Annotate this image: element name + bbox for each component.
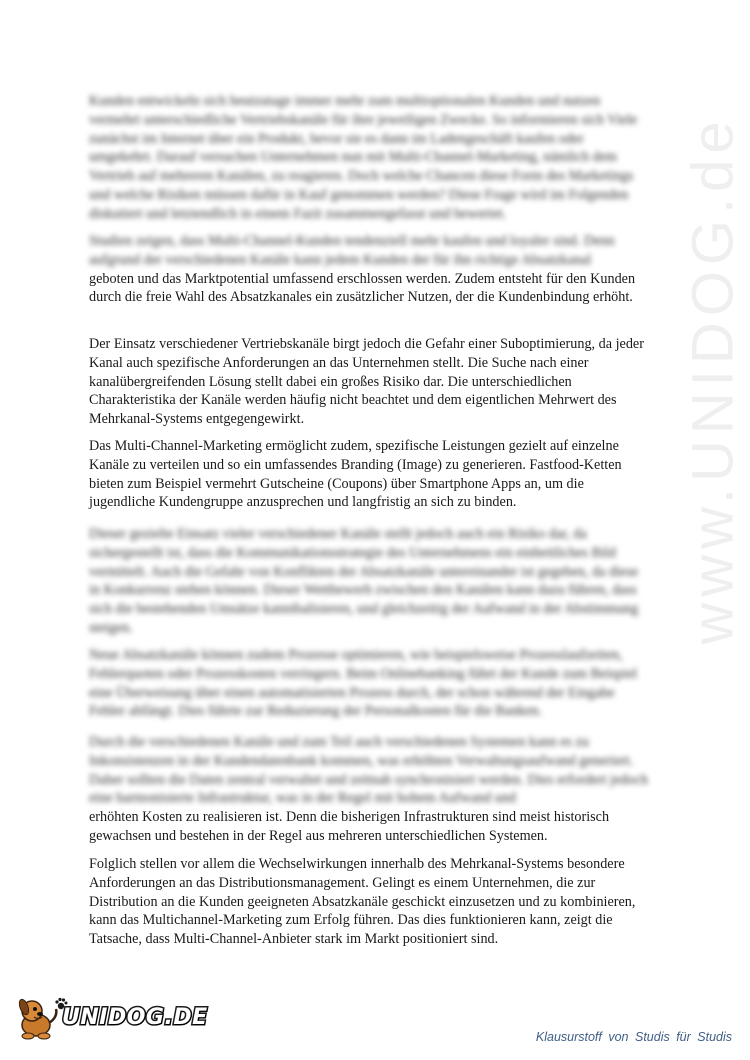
paragraph-1 — [89, 92, 649, 224]
paragraph-8 — [89, 855, 649, 949]
footer-divider — [0, 1055, 750, 1056]
paragraph-7 — [89, 733, 649, 846]
footer-slogan: Klausurstoff von Studis für Studis — [535, 1030, 732, 1044]
paragraph-2-visible: geboten und das Marktpotential umfassend erschlossen werden. Zudem entsteht für den Kunden durch die freie Wahl des Absatzkanales ein zusätzlicher Nutzen, der die Kundenbindung erhöht. — [89, 270, 636, 306]
paragraph-3 — [89, 335, 649, 429]
paragraph-4 — [89, 437, 649, 512]
unidog-logo[interactable] — [14, 995, 208, 1041]
paragraph-2-blurred: Studien zeigen, dass Multi-Channel-Kunden tendenziell mehr kaufen und loyaler sind. Denn aufgrund der verschiedenen Kanäle kann jedem Kunden der für ihn richtige Absatzkanal — [89, 233, 615, 268]
paragraph-6-blurred: Neue Absatzkanäle können zudem Prozesse optimieren, wie beispielsweise Prozesslaufzeiten, Fehlerquoten oder Prozesskosten verringern. Beim Onlinebanking führt der Kunde zum Beispiel eine Überweisung über einen automatisierten Prozess durch, der schon während der Eingabe Fehler abfängt. Dies führte zur Reduzierung der Personalkosten für die Banken. — [89, 647, 638, 720]
paragraph-8-visible: Folglich stellen vor allem die Wechselwirkungen innerhalb des Mehrkanal-Systems besondere Anforderungen an das Distributionsmanagement. Gelingt es einem Unternehmen, die zur Distribution an die Kunden geeigneten Absatzkanäle geschickt einzusetzen und zu kombinieren, kann das Multichannel-Marketing zum Erfolg führen. Das dies funktionieren kann, zeigt die Tatsache, dass Multi-Channel-Anbieter stark im Markt positioniert sind. — [89, 856, 636, 948]
paragraph-7-visible: erhöhten Kosten zu realisieren ist. Denn die bisherigen Infrastrukturen sind meist historisch gewachsen und bestehen in der Regel aus mehreren unterschiedlichen Systemen. — [89, 809, 610, 844]
paragraph-4-visible: Das Multi-Channel-Marketing ermöglicht zudem, spezifische Leistungen gezielt auf einzelne Kanäle zu verteilen und so ein umfassendes Branding (Image) zu generieren. Fastfood-Ketten bieten zum Beispiel vermehrt Gutscheine (Coupons) über Smartphone Apps an, um die jugendliche Kundengruppe anzusprechen und langfristig an sich zu binden. — [89, 438, 622, 511]
paragraph-7-blurred: Durch die verschiedenen Kanäle und zum Teil auch verschiedenen Systemen kann es zu Inkonsistenzen in der Kundendatenbank kommen, was erhöhten Verwaltungsaufwand generiert. Daher sollten die Daten zentral verwaltet und zeitnah synchronisiert werden. Dies erfordert jedoch eine harmonisierte Infrastruktur, was in der Regel mit hohem Aufwand und — [89, 734, 648, 807]
paragraph-3-visible: Der Einsatz verschiedener Vertriebskanäle birgt jedoch die Gefahr einer Suboptimierung, da jeder Kanal auch spezifische Anforderungen an das Unternehmen stellt. Die Suche nach einer kanalübergreifenden Lösung stellt dabei ein großes Risiko dar. Die unterschiedlichen Charakteristika der Kanäle werden häufig nicht beachtet und dem eigentlichen Mehrwert des Mehrkanal-Systems entgegengewirkt. — [89, 336, 644, 428]
paragraph-1-blurred: Kunden entwickeln sich heutzutage immer mehr zum multioptionalen Kunden und nutzen vermehrt unterschiedliche Vertriebskanäle für ihre jeweiligen Zwecke. So informieren sich Viele zunächst im Internet über ein Produkt, bevor sie es dann im Ladengeschäft kaufen oder umgekehrt. Darauf versuchen Unternehmen nun mit Multi-Channel-Marketing, nämlich dem Vertrieb auf mehreren Kanälen, zu reagieren. Doch welche Chancen diese Form des Marketings und welche Risiken müssen dafür in Kauf genommen werden? Diese Frage wird im Folgenden diskutiert und letztendlich in einem Fazit zusammengefasst und bewertet. — [89, 93, 638, 222]
paragraph-5 — [89, 525, 649, 638]
watermark-text: www.UNIDOG.de — [680, 115, 746, 645]
paragraph-2 — [89, 232, 649, 307]
paragraph-5-blurred: Dieser gezielte Einsatz vieler verschiedener Kanäle stellt jedoch auch ein Risiko dar, da sichergestellt ist, dass die Kommunikationsstrategie des Unternehmens ein einheitliches Bild vermittelt. Auch die Gefahr von Konflikten der Absatzkanäle untereinander ist gegeben, da diese in Konkurrenz stehen können. Dieser Wettbewerb zwischen den Kanälen kann dazu führen, dass sich die bestehenden Umsätze kannibalisieren, und gleichzeitig der Aufwand in der Abstimmung steigen. — [89, 526, 639, 636]
paragraph-6 — [89, 646, 649, 721]
logo-text: UNIDOG.DE — [62, 1005, 208, 1030]
